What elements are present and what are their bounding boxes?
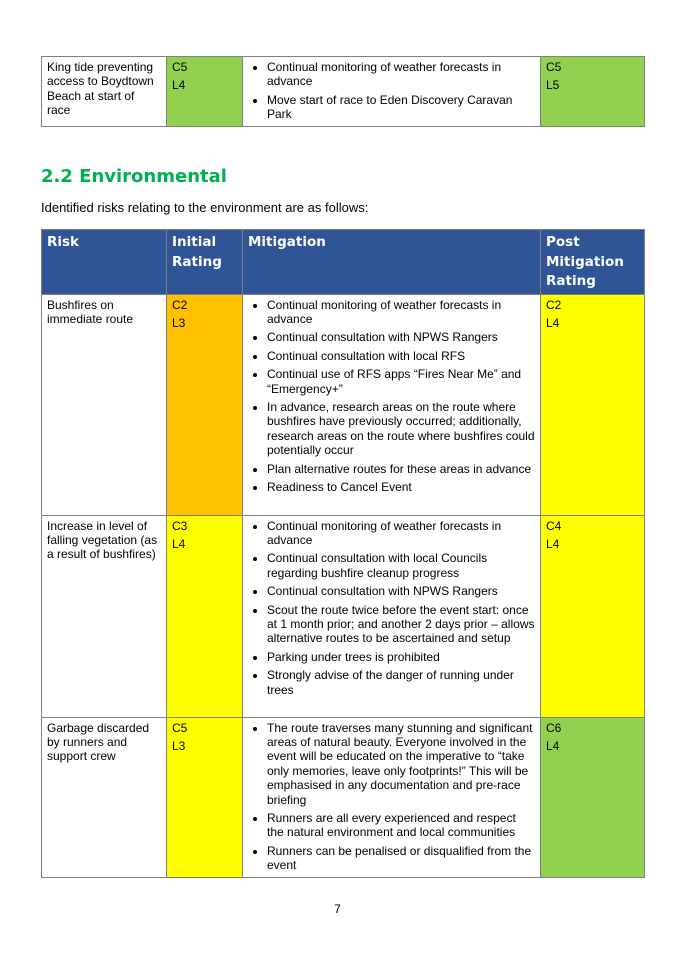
mitigation-item: • Continual consultation with local RFS bbox=[267, 349, 535, 363]
page-number: 7 bbox=[334, 902, 341, 916]
initial-rating-cell bbox=[167, 717, 243, 877]
consequence-rating: C3 bbox=[172, 518, 188, 533]
consequence-rating: C5 bbox=[546, 60, 562, 74]
header-mitigation: Mitigation bbox=[243, 230, 541, 295]
mitigation-item: • Continual consultation with local Councils regarding bushfire cleanup progress bbox=[267, 551, 535, 580]
environmental-risk-table bbox=[41, 229, 645, 878]
likelihood-rating: L4 bbox=[172, 78, 186, 93]
mitigation-cell bbox=[243, 717, 541, 877]
table-row bbox=[42, 294, 645, 515]
consequence-rating: C4 bbox=[546, 518, 562, 533]
mitigation-item: • Runners can be penalised or disqualified from the event bbox=[267, 844, 535, 873]
mitigation-item: • Parking under trees is prohibited bbox=[267, 650, 535, 664]
initial-rating-cell bbox=[167, 57, 243, 127]
consequence-rating: C2 bbox=[172, 297, 188, 312]
initial-rating-cell bbox=[167, 515, 243, 717]
table-row bbox=[42, 57, 645, 127]
section-intro: Identified risks relating to the environment are as follows: bbox=[41, 200, 369, 215]
mitigation-item: • Continual consultation with NPWS Rangers bbox=[267, 330, 535, 344]
likelihood-rating: L3 bbox=[172, 315, 186, 330]
risk-cell: Garbage discarded by runners and support crew bbox=[42, 717, 167, 877]
table-header-row bbox=[42, 230, 645, 295]
mitigation-item: • Continual use of RFS apps “Fires Near Me” and “Emergency+” bbox=[267, 367, 535, 396]
likelihood-rating: L3 bbox=[172, 738, 186, 753]
mitigation-cell bbox=[243, 515, 541, 717]
section-heading: 2.2 Environmental bbox=[41, 166, 227, 187]
mitigation-item: • Continual monitoring of weather forecasts in advance bbox=[267, 60, 535, 89]
mitigation-cell bbox=[243, 294, 541, 515]
risk-cell: King tide preventing access to Boydtown Beach at start of race bbox=[42, 57, 167, 127]
likelihood-rating: L5 bbox=[546, 78, 560, 93]
mitigation-item: • Continual consultation with NPWS Rangers bbox=[267, 584, 535, 598]
post-rating-cell bbox=[541, 57, 645, 127]
mitigation-item: • Runners are all every experienced and respect the natural environment and local communities bbox=[267, 811, 535, 840]
table-row bbox=[42, 515, 645, 717]
header-initial-rating: Initial Rating bbox=[167, 230, 243, 295]
mitigation-item: • The route traverses many stunning and significant areas of natural beauty. Everyone involved in the event will be educated on the imperative to “take only memories, leave only footprints!” This will be emphasised in any documentation and pre-race briefing bbox=[267, 721, 535, 807]
header-post-rating: Post Mitigation Rating bbox=[541, 230, 645, 295]
likelihood-rating: L4 bbox=[546, 315, 560, 330]
post-rating-cell bbox=[541, 717, 645, 877]
mitigation-item: • Scout the route twice before the event start: once at 1 month prior; and another 2 days prior – allows alternative routes to be ascertained and setup bbox=[267, 603, 535, 646]
post-rating-cell bbox=[541, 515, 645, 717]
initial-rating-cell bbox=[167, 294, 243, 515]
mitigation-item: • In advance, research areas on the route where bushfires have previously occurred; additionally, research areas on the route where bushfires could potentially occur bbox=[267, 400, 535, 458]
likelihood-rating: L4 bbox=[172, 536, 186, 551]
risk-cell: Increase in level of falling vegetation (as a result of bushfires) bbox=[42, 515, 167, 717]
likelihood-rating: L4 bbox=[546, 738, 560, 753]
consequence-rating: C5 bbox=[172, 60, 188, 74]
mitigation-item: • Plan alternative routes for these areas in advance bbox=[267, 462, 535, 476]
continued-risk-table bbox=[41, 56, 645, 127]
consequence-rating: C5 bbox=[172, 720, 188, 735]
mitigation-cell bbox=[243, 57, 541, 127]
mitigation-item: • Continual monitoring of weather forecasts in advance bbox=[267, 298, 535, 327]
risk-cell: Bushfires on immediate route bbox=[42, 294, 167, 515]
header-risk: Risk bbox=[42, 230, 167, 295]
consequence-rating: C2 bbox=[546, 297, 562, 312]
mitigation-item: • Readiness to Cancel Event bbox=[267, 480, 535, 494]
post-rating-cell bbox=[541, 294, 645, 515]
mitigation-item: • Strongly advise of the danger of running under trees bbox=[267, 668, 535, 697]
table-row bbox=[42, 717, 645, 877]
mitigation-item: • Move start of race to Eden Discovery Caravan Park bbox=[267, 93, 535, 122]
likelihood-rating: L4 bbox=[546, 536, 560, 551]
mitigation-item: • Continual monitoring of weather forecasts in advance bbox=[267, 519, 535, 548]
consequence-rating: C6 bbox=[546, 720, 562, 735]
